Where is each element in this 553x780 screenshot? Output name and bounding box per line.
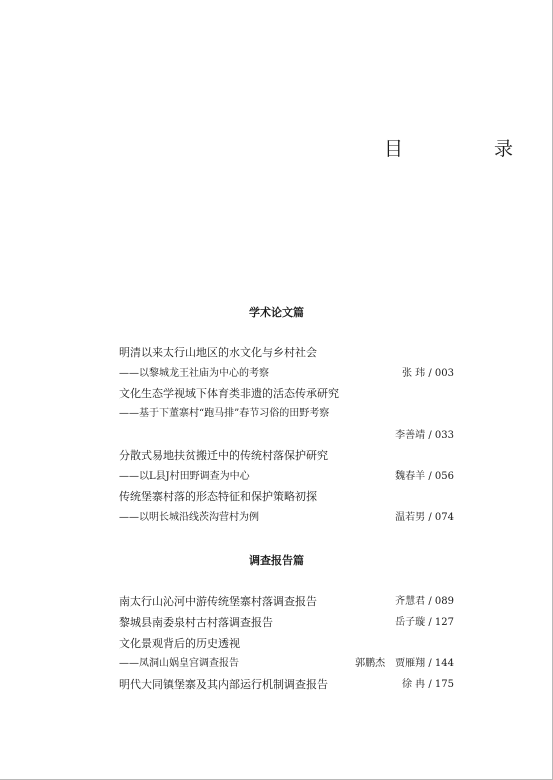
entry-subtitle: ——以黎城龙王社庙为中心的考察	[119, 368, 269, 379]
entry-page: 056	[434, 471, 454, 482]
page-title: 目 录	[384, 138, 550, 160]
toc-entry-title[interactable]	[119, 677, 454, 693]
entry-author-page: 魏春羊 / 056	[395, 471, 454, 482]
entry-author-page: 张 玮 / 003	[401, 368, 454, 379]
entry-title: 明清以来太行山地区的水文化与乡村社会	[119, 346, 317, 359]
toc-entry-title[interactable]	[119, 615, 454, 631]
toc-entry-subtitle	[119, 406, 454, 422]
toc-entry-title[interactable]	[119, 345, 454, 361]
entry-page: 003	[434, 368, 454, 379]
entry-author: 魏春羊	[395, 471, 426, 482]
entry-title: 传统堡寨村落的形态特征和保护策略初探	[119, 490, 317, 503]
entry-author: 郭鹏杰 贾雁翔	[355, 658, 426, 669]
entry-title: 明代大同镇堡寨及其内部运行机制调查报告	[119, 678, 328, 691]
entry-author: 齐慧君	[395, 596, 426, 607]
toc-entry-subtitle	[119, 656, 454, 672]
entry-subtitle: ——基于下董寨村“跑马排”春节习俗的田野考察	[119, 408, 330, 419]
entry-author: 温若男	[395, 512, 426, 523]
section-heading-academic: 学术论文篇	[249, 306, 304, 319]
toc-entry-title[interactable]	[119, 594, 454, 610]
entry-author-page: 温若男 / 074	[395, 512, 454, 523]
entry-title: 南太行山沁河中游传统堡寨村落调查报告	[119, 595, 317, 608]
entry-page: 175	[434, 679, 454, 690]
toc-entry-subtitle	[119, 366, 454, 382]
toc-entry-subtitle	[119, 510, 454, 526]
toc-entry-title[interactable]	[119, 489, 454, 505]
entry-page: 127	[434, 617, 454, 628]
section-heading-reports: 调查报告篇	[249, 554, 304, 567]
entry-title: 分散式易地扶贫搬迁中的传统村落保护研究	[119, 449, 328, 462]
entry-subtitle: ——以L县J村田野调查为中心	[119, 471, 250, 482]
entry-page: 144	[434, 658, 454, 669]
entry-author-page: 李善靖 / 033	[395, 430, 454, 441]
entry-author: 徐 冉	[401, 679, 426, 690]
entry-subtitle: ——凤洞山娲皇宫调查报告	[119, 658, 239, 669]
entry-author: 李善靖	[395, 430, 426, 441]
entry-subtitle: ——以明长城沿线茨沟营村为例	[119, 512, 259, 523]
toc-entry-title[interactable]	[119, 636, 454, 652]
toc-entry-title[interactable]	[119, 448, 454, 464]
toc-entry-title[interactable]	[119, 386, 454, 402]
entry-author: 张 玮	[401, 368, 426, 379]
entry-author-page: 郭鹏杰 贾雁翔 / 144	[355, 658, 454, 669]
entry-author-page: 徐 冉 / 175	[401, 679, 454, 690]
entry-page: 089	[434, 596, 454, 607]
entry-page: 074	[434, 512, 454, 523]
entry-author: 岳子璇	[395, 617, 426, 628]
entry-page: 033	[434, 430, 454, 441]
entry-title: 文化景观背后的历史透视	[119, 637, 240, 650]
entry-author-page: 岳子璇 / 127	[395, 617, 454, 628]
entry-title: 文化生态学视域下体育类非遗的活态传承研究	[119, 387, 339, 400]
toc-entry-author-line	[119, 428, 454, 444]
entry-author-page: 齐慧君 / 089	[395, 596, 454, 607]
entry-title: 黎城县南委泉村古村落调查报告	[119, 616, 273, 629]
toc-entry-subtitle	[119, 469, 454, 485]
